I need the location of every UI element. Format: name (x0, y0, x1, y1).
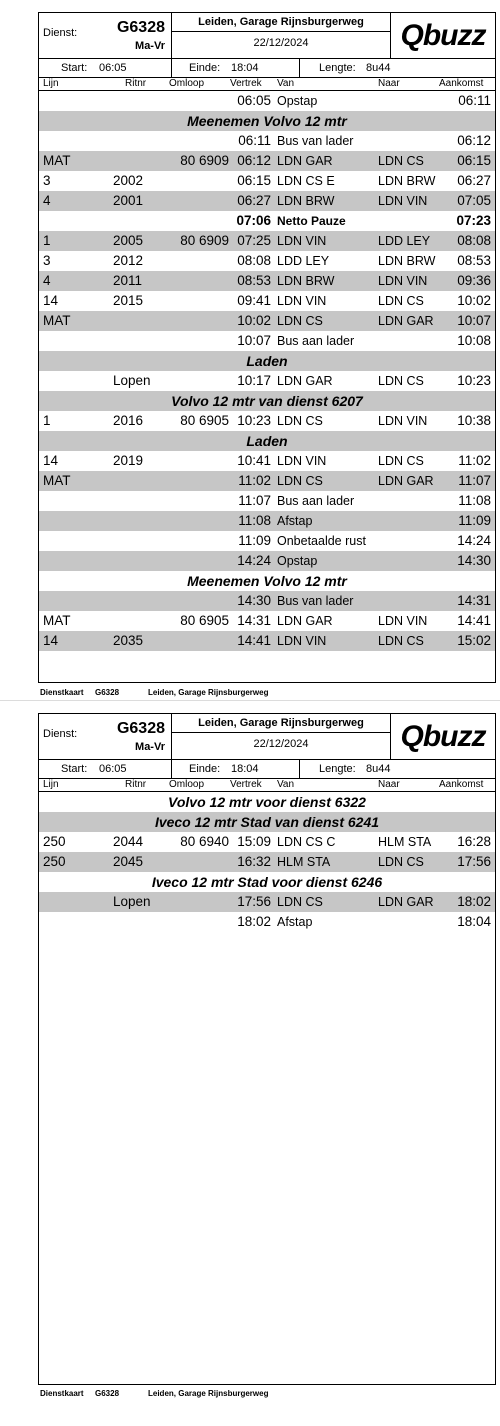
table-row (39, 531, 495, 551)
cell-aankomst: 14:24 (457, 533, 491, 548)
table-row (39, 511, 495, 531)
cell-van: LDN VIN (277, 294, 327, 308)
cell-van: Bus van lader (277, 594, 354, 608)
section-header: Volvo 12 mtr voor dienst 6322 (168, 794, 366, 810)
cell-ritnr: 2035 (113, 633, 144, 648)
cell-vertrek: 06:05 (237, 93, 271, 108)
cell-aankomst: 10:07 (457, 313, 491, 328)
einde-label: Einde: (189, 62, 221, 74)
start-label: Start: (61, 763, 88, 775)
dienst-label: Dienst: (43, 728, 78, 740)
dienstkaart-page-2 (38, 713, 496, 1385)
cell-vertrek: 18:02 (237, 914, 271, 929)
einde-time: 18:04 (231, 763, 259, 775)
cell-aankomst: 10:08 (457, 333, 491, 348)
col-vertrek: Vertrek (230, 78, 262, 89)
card-header (39, 714, 495, 760)
shift-summary (39, 760, 495, 779)
table-row (39, 131, 495, 151)
cell-ritnr: 2012 (113, 253, 144, 268)
cell-van: LDN GAR (277, 374, 333, 388)
cell-naar: LDN CS (378, 374, 424, 388)
cell-van: LDN BRW (277, 194, 335, 208)
cell-vertrek: 14:24 (237, 553, 271, 568)
cell-vertrek: 10:02 (237, 313, 271, 328)
col-omloop: Omloop (169, 779, 205, 790)
cell-lijn: 3 (43, 173, 51, 188)
cell-lijn: 4 (43, 273, 51, 288)
cell-van: Onbetaalde rust (277, 534, 366, 548)
cell-van: LDN VIN (277, 454, 327, 468)
table-row (39, 191, 495, 211)
table-row (39, 311, 495, 331)
col-lijn: Lijn (43, 779, 59, 790)
col-lijn: Lijn (43, 78, 59, 89)
cell-aankomst: 18:02 (457, 894, 491, 909)
cell-aankomst: 14:31 (457, 593, 491, 608)
table-row (39, 551, 495, 571)
cell-aankomst: 07:05 (457, 193, 491, 208)
cell-aankomst: 17:56 (457, 854, 491, 869)
cell-aankomst: 11:09 (458, 513, 491, 528)
section-header: Meenemen Volvo 12 mtr (39, 111, 495, 131)
cell-van: LDN VIN (277, 234, 327, 248)
qbuzz-logo: Qbuzz (400, 720, 486, 753)
col-omloop: Omloop (169, 78, 205, 89)
cell-naar: HLM STA (378, 835, 432, 849)
service-date: 22/12/2024 (171, 32, 391, 58)
einde-label: Einde: (189, 763, 221, 775)
card-header (39, 13, 495, 59)
cell-ritnr: 2044 (113, 834, 144, 849)
cell-aankomst: 14:41 (457, 613, 491, 628)
column-headers (39, 78, 495, 91)
cell-vertrek: 16:32 (237, 854, 271, 869)
cell-van: LDN CS (277, 314, 323, 328)
garage-name: Leiden, Garage Rijnsburgerweg (171, 13, 391, 32)
cell-van: LDN VIN (277, 634, 327, 648)
cell-vertrek: 14:41 (237, 633, 271, 648)
cell-lijn: 1 (43, 233, 51, 248)
col-ritnr: Ritnr (125, 779, 147, 790)
section-header: Meenemen Volvo 12 mtr (187, 573, 347, 589)
cell-van: Bus van lader (277, 134, 354, 148)
footer-label: Dienstkaart (40, 688, 84, 697)
cell-naar: LDD LEY (378, 234, 431, 248)
cell-lijn: MAT (43, 473, 71, 488)
divider (171, 59, 172, 77)
service-days: Ma-Vr (135, 741, 165, 753)
page-divider (0, 700, 500, 701)
footer-garage: Leiden, Garage Rijnsburgerweg (148, 1389, 269, 1398)
table-row (39, 251, 495, 271)
garage-name: Leiden, Garage Rijnsburgerweg (171, 714, 391, 733)
cell-vertrek: 08:53 (237, 273, 271, 288)
cell-aankomst: 06:12 (457, 133, 491, 148)
table-row (39, 631, 495, 651)
cell-omloop: 80 6909 (180, 153, 229, 168)
cell-van: LDN CS (277, 895, 323, 909)
cell-vertrek: 06:15 (237, 173, 271, 188)
section-header: Iveco 12 mtr Stad van dienst 6241 (39, 812, 495, 832)
cell-aankomst: 11:07 (458, 473, 491, 488)
cell-vertrek: 10:41 (237, 453, 271, 468)
table-row (39, 231, 495, 251)
cell-lijn: 14 (43, 293, 59, 308)
cell-ritnr: Lopen (113, 373, 151, 388)
lengte-value: 8u44 (366, 763, 391, 775)
cell-van: LDN GAR (277, 154, 333, 168)
table-row (39, 371, 495, 391)
cell-lijn: 250 (43, 854, 66, 869)
cell-ritnr: 2016 (113, 413, 144, 428)
table-row (39, 151, 495, 171)
start-time: 06:05 (99, 62, 127, 74)
cell-lijn: 14 (43, 453, 59, 468)
cell-naar: LDN VIN (378, 414, 428, 428)
cell-naar: LDN CS (378, 294, 424, 308)
cell-vertrek: 06:11 (238, 133, 271, 148)
start-time: 06:05 (99, 763, 127, 775)
lengte-value: 8u44 (366, 62, 391, 74)
cell-aankomst: 06:11 (458, 93, 491, 108)
table-row (39, 892, 495, 912)
cell-ritnr: Lopen (113, 894, 151, 909)
section-header: Laden (39, 351, 495, 371)
cell-naar: LDN CS (378, 855, 424, 869)
table-row (39, 291, 495, 311)
cell-van: LDN CS (277, 414, 323, 428)
table-row (39, 171, 495, 191)
cell-naar: LDN VIN (378, 274, 428, 288)
cell-lijn: 250 (43, 834, 66, 849)
cell-van: LDN CS (277, 474, 323, 488)
cell-vertrek: 14:31 (237, 613, 271, 628)
cell-aankomst: 11:08 (458, 493, 491, 508)
cell-aankomst: 06:27 (457, 173, 491, 188)
lengte-label: Lengte: (319, 62, 356, 74)
cell-vertrek: 11:07 (238, 493, 271, 508)
cell-lijn: 1 (43, 413, 51, 428)
cell-aankomst: 11:02 (458, 453, 491, 468)
table-row (39, 451, 495, 471)
qbuzz-logo: Qbuzz (400, 19, 486, 52)
cell-ritnr: 2015 (113, 293, 144, 308)
divider (299, 59, 300, 77)
cell-vertrek: 07:06 (236, 213, 271, 228)
service-days: Ma-Vr (135, 40, 165, 52)
cell-vertrek: 06:27 (237, 193, 271, 208)
cell-naar: LDN VIN (378, 614, 428, 628)
divider (299, 760, 300, 778)
cell-omloop: 80 6905 (180, 413, 229, 428)
cell-vertrek: 09:41 (237, 293, 271, 308)
cell-naar: LDN VIN (378, 194, 428, 208)
cell-ritnr: 2011 (113, 273, 143, 288)
cell-naar: LDN CS (378, 634, 424, 648)
pause-row (39, 211, 495, 231)
column-headers (39, 779, 495, 792)
cell-van: LDN GAR (277, 614, 333, 628)
cell-vertrek: 07:25 (237, 233, 271, 248)
cell-vertrek: 10:23 (237, 413, 271, 428)
table-row (39, 591, 495, 611)
table-row (39, 271, 495, 291)
schedule-table (39, 91, 495, 651)
section-header: Iveco 12 mtr Stad voor dienst 6246 (151, 874, 383, 890)
cell-ritnr: 2005 (113, 233, 144, 248)
col-vertrek: Vertrek (230, 779, 262, 790)
cell-vertrek: 10:17 (237, 373, 271, 388)
dienst-number: G6328 (116, 19, 165, 36)
cell-naar: LDN GAR (378, 314, 434, 328)
cell-vertrek: 11:02 (238, 473, 271, 488)
col-van: Van (277, 779, 295, 790)
footer-dienst: G6328 (95, 1389, 120, 1398)
section-header: Volvo 12 mtr van dienst 6207 (39, 391, 495, 411)
footer-dienst: G6328 (95, 688, 120, 697)
cell-ritnr: 2002 (113, 173, 144, 188)
shift-summary (39, 59, 495, 78)
cell-vertrek: 11:09 (238, 533, 271, 548)
cell-aankomst: 08:53 (457, 253, 491, 268)
cell-vertrek: 14:30 (237, 593, 271, 608)
cell-ritnr: 2045 (113, 854, 144, 869)
cell-lijn: 14 (43, 633, 59, 648)
lengte-label: Lengte: (319, 763, 356, 775)
cell-lijn: MAT (43, 613, 71, 628)
cell-aankomst: 10:23 (457, 373, 491, 388)
col-naar: Naar (378, 78, 400, 89)
cell-naar: LDN GAR (378, 474, 434, 488)
cell-van: LDD LEY (277, 254, 330, 268)
table-row (39, 331, 495, 351)
cell-aankomst: 09:36 (457, 273, 491, 288)
col-aankomst: Aankomst (439, 779, 484, 790)
cell-naar: LDN BRW (378, 254, 436, 268)
cell-omloop: 80 6905 (180, 613, 229, 628)
cell-vertrek: 15:09 (237, 834, 271, 849)
cell-aankomst: 15:02 (457, 633, 491, 648)
cell-aankomst: 18:04 (457, 914, 491, 929)
cell-aankomst: 10:02 (457, 293, 491, 308)
cell-vertrek: 17:56 (237, 894, 271, 909)
col-naar: Naar (378, 779, 400, 790)
cell-van: Opstap (277, 554, 318, 568)
cell-lijn: MAT (43, 153, 71, 168)
col-van: Van (277, 78, 295, 89)
table-row (39, 411, 495, 431)
divider (171, 760, 172, 778)
cell-vertrek: 06:12 (237, 153, 271, 168)
table-row (39, 912, 495, 932)
cell-naar: LDN BRW (378, 174, 436, 188)
cell-van: LDN BRW (277, 274, 335, 288)
table-row (39, 611, 495, 631)
table-row (39, 91, 495, 111)
cell-van: LDN CS C (277, 835, 336, 849)
cell-naar: LDN GAR (378, 895, 434, 909)
cell-aankomst: 14:30 (457, 553, 491, 568)
cell-van: HLM STA (277, 855, 331, 869)
cell-ritnr: 2001 (113, 193, 144, 208)
cell-van: Opstap (277, 94, 318, 108)
table-row (39, 832, 495, 852)
service-date: 22/12/2024 (171, 733, 391, 759)
cell-aankomst: 07:23 (456, 213, 491, 228)
dienst-label: Dienst: (43, 27, 78, 39)
dienst-number: G6328 (116, 720, 165, 737)
cell-omloop: 80 6940 (180, 834, 229, 849)
cell-aankomst: 06:15 (457, 153, 491, 168)
cell-ritnr: 2019 (113, 453, 144, 468)
cell-aankomst: 08:08 (457, 233, 491, 248)
cell-van: Netto Pauze (277, 214, 346, 228)
cell-vertrek: 11:08 (238, 513, 271, 528)
cell-omloop: 80 6909 (180, 233, 229, 248)
cell-aankomst: 10:38 (457, 413, 491, 428)
section-header: Laden (39, 431, 495, 451)
cell-van: Afstap (277, 915, 313, 929)
einde-time: 18:04 (231, 62, 259, 74)
cell-lijn: 3 (43, 253, 51, 268)
cell-lijn: 4 (43, 193, 51, 208)
table-row (39, 491, 495, 511)
start-label: Start: (61, 62, 88, 74)
footer-garage: Leiden, Garage Rijnsburgerweg (148, 688, 269, 697)
footer-label: Dienstkaart (40, 1389, 84, 1398)
cell-naar: LDN CS (378, 454, 424, 468)
cell-van: Bus aan lader (277, 494, 355, 508)
cell-vertrek: 08:08 (237, 253, 271, 268)
cell-aankomst: 16:28 (457, 834, 491, 849)
cell-lijn: MAT (43, 313, 71, 328)
cell-van: Bus aan lader (277, 334, 355, 348)
table-row (39, 852, 495, 872)
col-ritnr: Ritnr (125, 78, 147, 89)
cell-van: Afstap (277, 514, 313, 528)
table-row (39, 471, 495, 491)
cell-naar: LDN CS (378, 154, 424, 168)
cell-vertrek: 10:07 (237, 333, 271, 348)
col-aankomst: Aankomst (439, 78, 484, 89)
dienstkaart-page-1 (38, 12, 496, 683)
cell-van: LDN CS E (277, 174, 335, 188)
schedule-table (39, 792, 495, 932)
